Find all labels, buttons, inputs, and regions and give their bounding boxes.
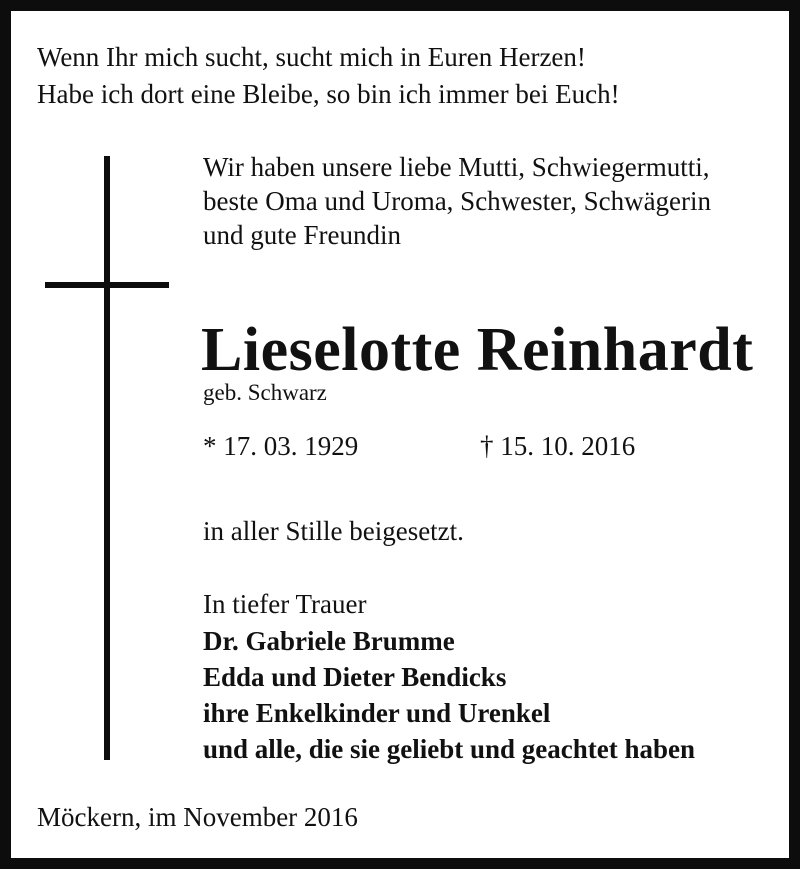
motto-line-1: Wenn Ihr mich sucht, sucht mich in Euren Herzen! <box>37 42 586 72</box>
deceased-name: Lieselotte Reinhardt <box>201 316 754 384</box>
intro-line-1: Wir haben unsere liebe Mutti, Schwiegermutti, <box>203 152 710 182</box>
cross-icon-crossbar <box>45 282 169 288</box>
death-date: † 15. 10. 2016 <box>480 431 636 461</box>
cross-icon <box>104 156 110 760</box>
motto-line-2: Habe ich dort eine Bleibe, so bin ich immer bei Euch! <box>37 79 620 109</box>
mourner-2: Edda und Dieter Bendicks <box>203 662 507 692</box>
birth-date: * 17. 03. 1929 <box>203 431 359 461</box>
intro-line-3: und gute Freundin <box>203 220 401 250</box>
intro-line-2: beste Oma und Uroma, Schwester, Schwägerin <box>203 186 712 216</box>
maiden-name: geb. Schwarz <box>203 380 327 405</box>
burial-text: in aller Stille beigesetzt. <box>203 516 464 546</box>
mourner-1: Dr. Gabriele Brumme <box>203 626 455 656</box>
place-date: Möckern, im November 2016 <box>37 802 358 832</box>
mourner-4: und alle, die sie geliebt und geachtet haben <box>203 734 696 764</box>
mourner-3: ihre Enkelkinder und Urenkel <box>203 698 551 728</box>
mourning-label: In tiefer Trauer <box>203 589 367 619</box>
